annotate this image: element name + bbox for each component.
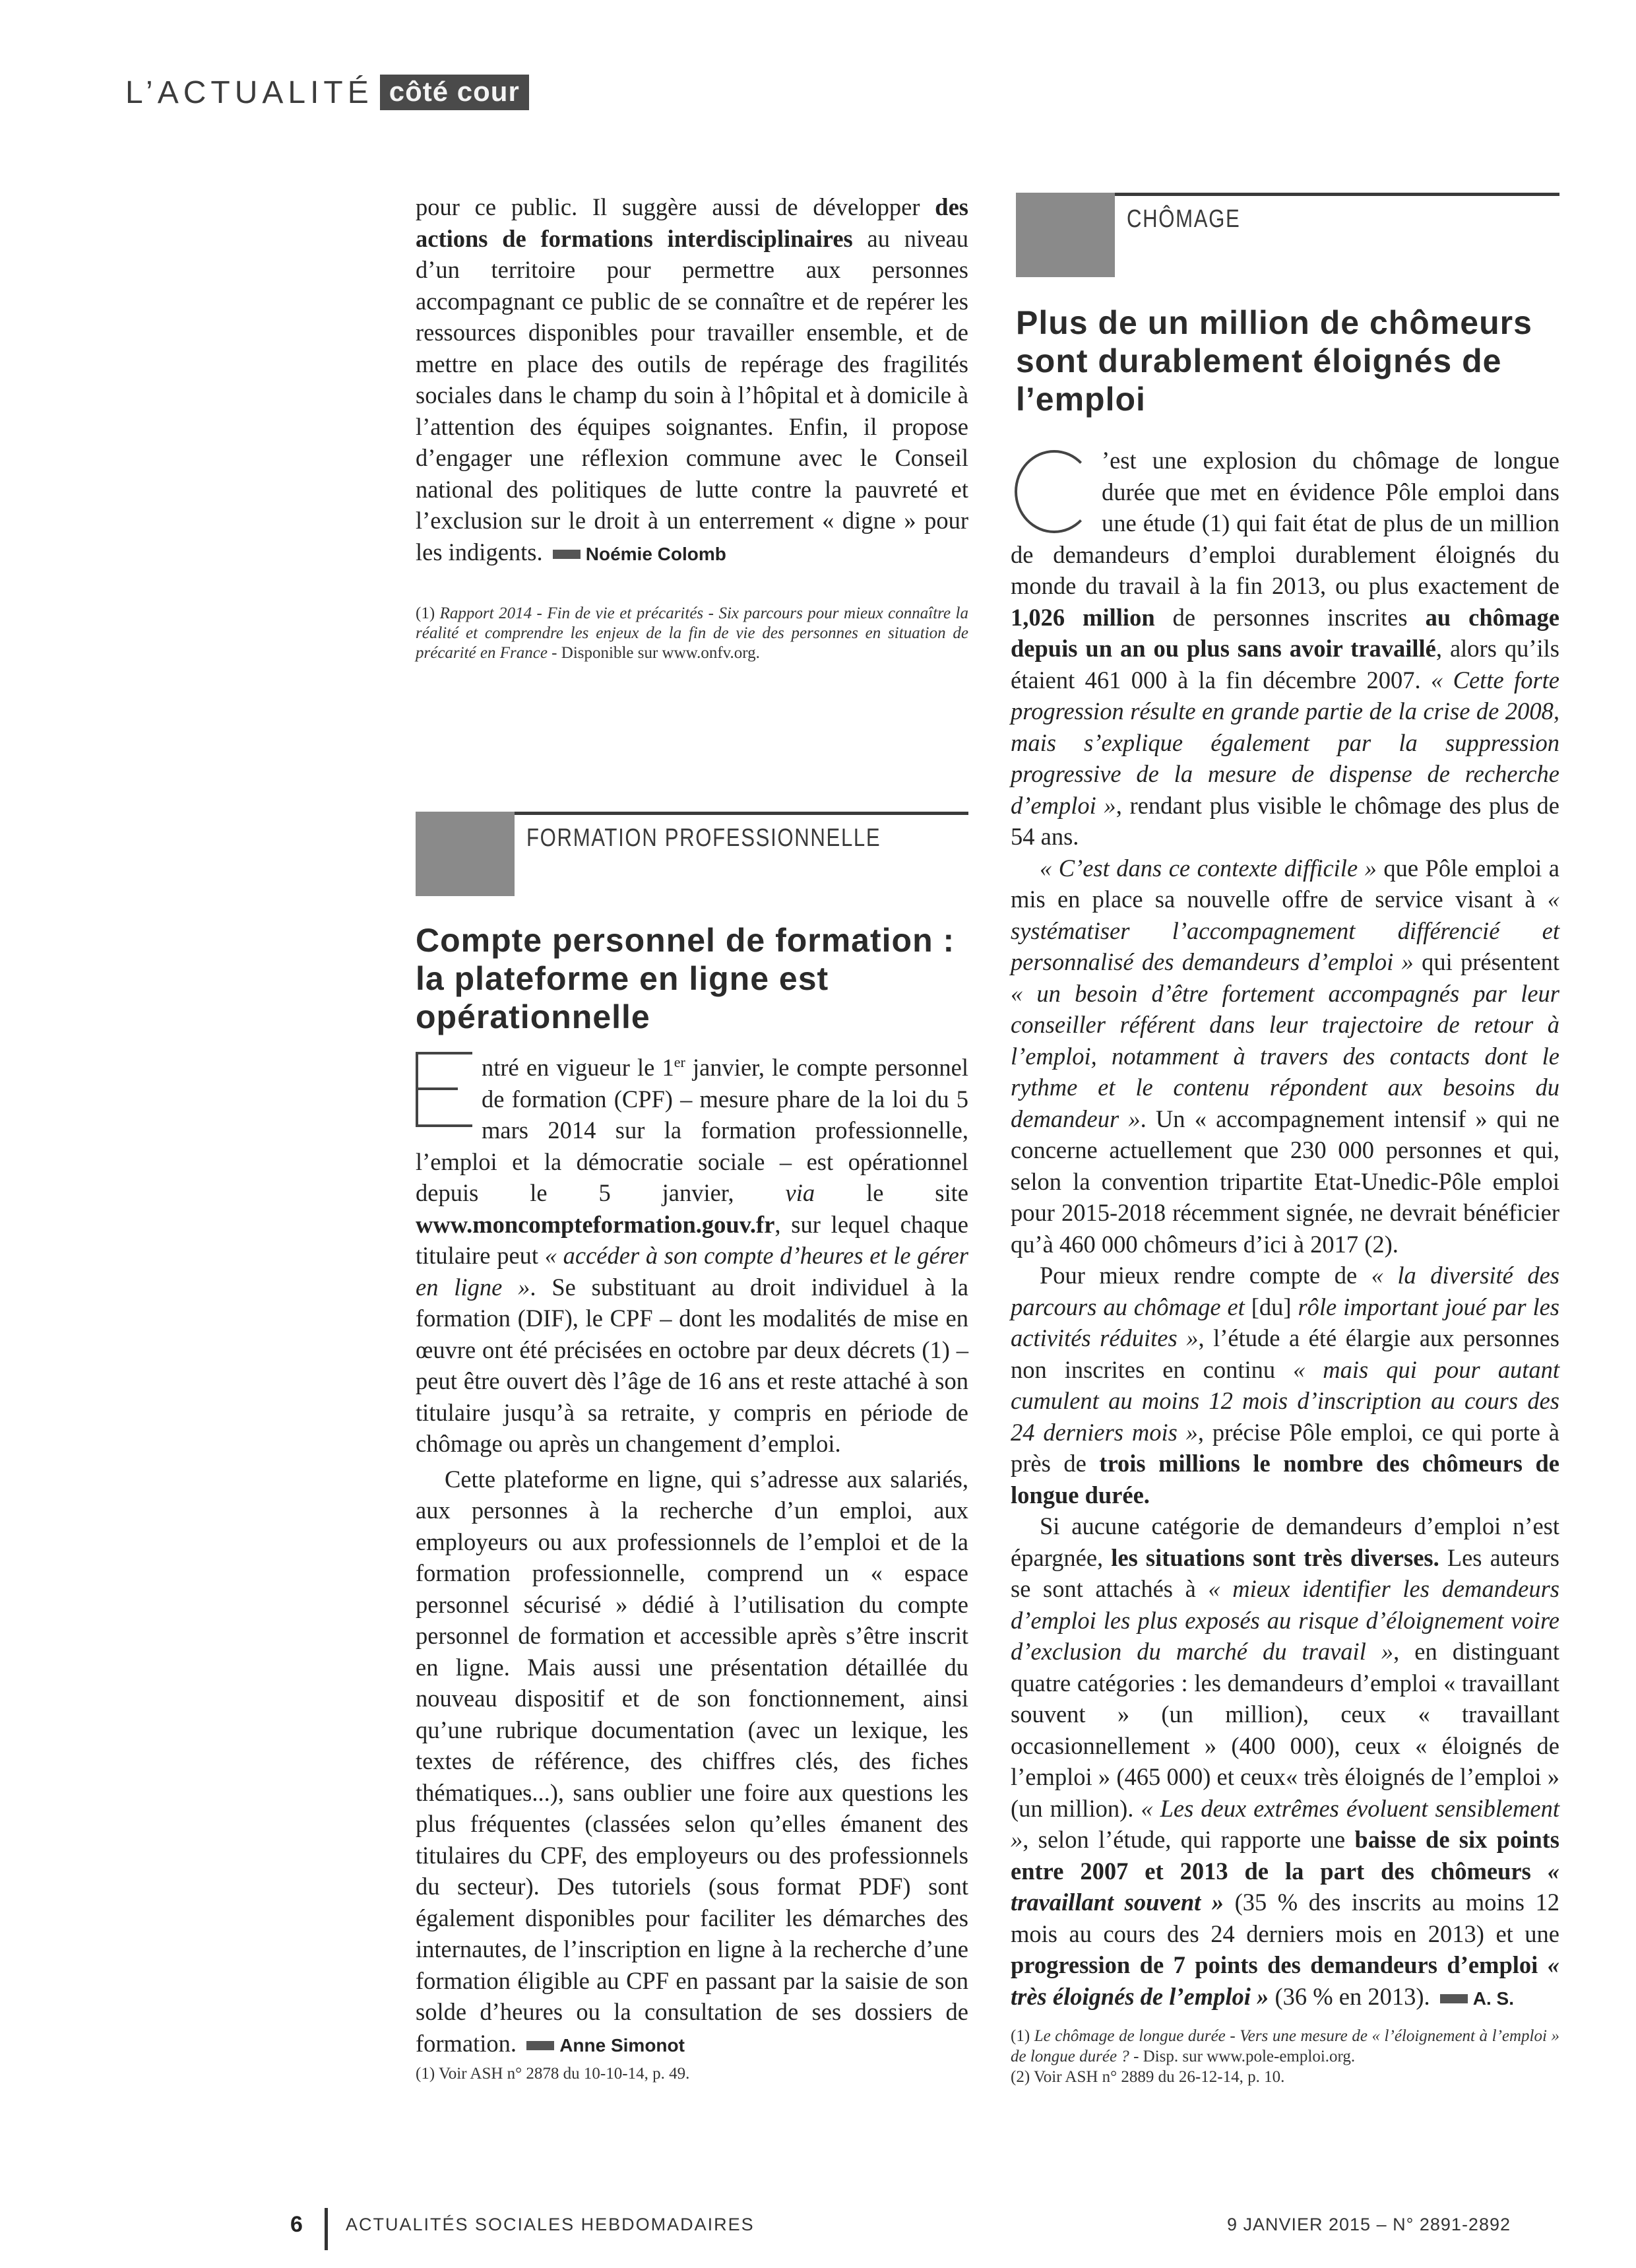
article-paragraph: Cette plateforme en ligne, qui s’adresse aux salariés, aux personnes à la recherche d’un emploi, aux employeurs ou aux professionnels de l’emploi et de la formation professionnelle, comprend un « espace personnel sécurisé » dédié à l’utilisation du compte personnel de formation et accessible après s’être inscrit en ligne. Mais aussi une présentation détaillée du nouveau dispositif et de son fonctionnement, ainsi qu’une rubrique documentation (avec un lexique, les textes de référence, des chiffres clés, des fiches thématiques...), sans oublier une foire aux questions les plus fréquentes (classées selon qu’elles émanent des titulaires du CPF, des employeurs ou des professionnels du secteur). Des tutoriels (sous format PDF) sont également disponibles pour faciliter les démarches des internautes, de l’inscription en ligne à la recherche d’une formation éligible au CPF en passant par la saisie de son solde d’heures ou la consultation de ses dossiers de formation. Anne Simonot <box>416 1465 968 2057</box>
footer-divider <box>325 2208 328 2250</box>
article-paragraph: Si aucune catégorie de demandeurs d’emploi n’est épargnée, les situations sont très diverses. Les auteurs se sont attachés à « mieux identifier les demandeurs d’emploi les plus exposés au risque d’éloignement voire d’exclusion du marché du travail », en distinguant quatre catégories : les demandeurs d’emploi « travaillant souvent » (un million), ceux « travaillant occasionnellement » (400 000), ceux « éloignés de l’emploi » (465 000) et ceux« très éloignés de l’emploi » (un million). « Les deux extrêmes évoluent sensiblement », selon l’étude, qui rapporte une baisse de six points entre 2007 et 2013 de la part des chômeurs « travaillant souvent » (35 % des inscrits au moins 12 mois au cours des 24 derniers mois en 2013) et une progression de 7 points des demandeurs d’emploi « très éloignés de l’emploi » (36 % en 2013). A. S. <box>1011 1512 1560 2010</box>
rubric-chomage <box>1016 193 1559 277</box>
article-paragraph: ’est une explosion du chômage de longue durée que met en évidence Pôle emploi dans une étude (1) qui fait état de plus de un million de demandeurs d’emploi durablement éloignés du monde du travail à la fin 2013, ou plus exactement de 1,026 million de personnes inscrites au chômage depuis un an ou plus sans avoir travaillé, alors qu’ils étaient 461 000 à la fin décembre 2007. « Cette forte progression résulte en grande partie de la crise de 2008, mais s’explique également par la suppression progressive de la mesure de dispense de recherche d’emploi », rendant plus visible le chômage des plus de 54 ans. <box>1011 447 1559 850</box>
headline-formation: Compte personnel de formation : la plateforme en ligne est opérationnelle <box>416 922 955 1035</box>
rubric-formation <box>416 812 968 896</box>
article-paragraph: ntré en vigueur le 1er janvier, le compte personnel de formation (CPF) – mesure phare de la loi du 5 mars 2014 sur la formation professionnelle, l’emploi et la démocratie sociale – est opérationnel depuis le 5 janvier, via le site www.moncompteformation.gouv.fr, sur lequel chaque titulaire peut « accéder à son compte d’heures et le gérer en ligne ». Se substituant au droit individuel à la formation (DIF), le CPF – dont les modalités de mise en œuvre ont été précisées en octobre par deux décrets (1) – peut être ouvert dès l’âge de 16 ans et reste attaché à son titulaire jusqu’à sa retraite, y compris en période de chômage ou après un changement d’emploi. <box>416 1047 968 1460</box>
author-signature: Noémie Colomb <box>585 543 726 564</box>
dropcap-e <box>416 1052 472 1127</box>
page-header <box>125 71 529 113</box>
signature-mark <box>1440 1994 1468 2003</box>
section-tag: côté cour <box>380 75 529 110</box>
publication-name: ACTUALITÉS SOCIALES HEBDOMADAIRES <box>346 2215 755 2234</box>
rubric-label: CHÔMAGE <box>1127 205 1241 233</box>
article-paragraph: « C’est dans ce contexte difficile » que Pôle emploi a mis en place sa nouvelle offre de service visant à « systématiser l’accompagnement différencié et personnalisé des demandeurs d’emploi » qui présentent « un besoin d’être fortement accompagnés par leur conseiller référent dans leur trajectoire de retour à l’emploi, notamment à travers des contacts dont le rythme et le contenu répondent aux besoins du demandeur ». Un « accompagnement intensif » qui ne concerne actuellement que 230 000 personnes et qui, selon la convention tripartite Etat-Unedic-Pôle emploi pour 2015-2018 récemment signée, ne devrait bénéficier qu’à 460 000 chômeurs d’ici à 2017 (2). <box>1011 854 1559 1258</box>
article-paragraph: Pour mieux rendre compte de « la diversité des parcours au chômage et [du] rôle important joué par les activités réduites », l’étude a été élargie aux personnes non inscrites en continu « mais qui pour autant cumulent au moins 12 mois d’inscription au cours des 24 derniers mois », précise Pôle emploi, ce qui porte à près de trois millions le nombre des chômeurs de longue durée. <box>1011 1262 1560 1508</box>
dropcap-c <box>1011 446 1094 537</box>
footnote: (1) Le chômage de longue durée - Vers une mesure de « l’éloignement à l’emploi » de longue durée ? - Disp. sur www.pole-emploi.org. <box>1011 2027 1559 2065</box>
issue-date: 9 JANVIER 2015 – N° 2891-2892 <box>1226 2215 1511 2234</box>
article-chomage <box>1011 445 1559 2087</box>
rubric-block <box>416 812 515 896</box>
footnote: (1) Voir ASH n° 2878 du 10-10-14, p. 49. <box>416 2065 690 2083</box>
website-link[interactable]: www.moncompteformation.gouv.fr <box>416 1210 775 1238</box>
page-number: 6 <box>290 2212 303 2237</box>
author-signature: A. S. <box>1472 1988 1514 2009</box>
article-formation <box>416 1047 968 2084</box>
signature-mark <box>553 550 581 559</box>
rubric-label: FORMATION PROFESSIONNELLE <box>526 824 881 852</box>
report-note: (1) Rapport 2014 - Fin de vie et précarités - Six parcours pour mieux connaître la réalité et comprendre les enjeux de la fin de vie des personnes en situation de précarité en France - Disponible sur www.onfv.org. <box>416 604 968 662</box>
previous-article-end <box>416 191 968 663</box>
footnote: (2) Voir ASH n° 2889 du 26-12-14, p. 10. <box>1011 2068 1285 2086</box>
page-footer <box>290 2212 1511 2246</box>
signature-mark <box>526 2041 554 2050</box>
rubric-block <box>1016 193 1115 277</box>
headline-chomage: Plus de un million de chômeurs sont durablement éloignés de l’emploi <box>1016 304 1532 418</box>
section-brand: L’ACTUALITÉ <box>125 75 373 110</box>
previous-article-paragraph: pour ce public. Il suggère aussi de développer des actions de formations interdisciplinaires au niveau d’un territoire pour permettre aux personnes accompagnant ce public de se connaître et de repérer les ressources disponibles pour travailler ensemble, et de mettre en place des outils de repérage des fragilités sociales dans le champ du soin à l’hôpital et à domicile à l’attention des équipes soignantes. Enfin, il propose d’engager une réflexion commune avec le Conseil national des politiques de lutte contre la pauvreté et l’exclusion sur le droit à un enterrement « digne » pour les indigents. Noémie Colomb <box>416 193 968 566</box>
author-signature: Anne Simonot <box>559 2034 685 2056</box>
